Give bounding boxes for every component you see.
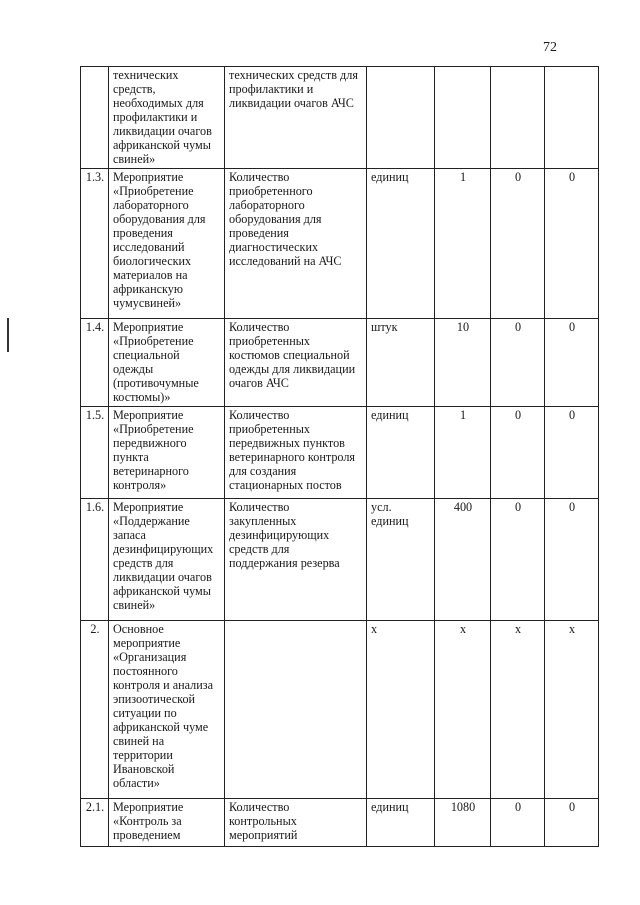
table-row xyxy=(81,799,599,847)
row-number: 1.6. xyxy=(81,499,109,621)
activity-cell: Основное мероприятие «Организация постоянного контроля и анализа эпизоотической ситуации по африканской чуме свиней на территории Ивановской области» xyxy=(109,621,225,799)
table-row xyxy=(81,169,599,319)
page-number: 72 xyxy=(543,40,557,55)
unit-cell: единиц xyxy=(367,799,435,847)
row-number: 1.3. xyxy=(81,169,109,319)
value-cell-2: 0 xyxy=(491,499,545,621)
value-cell-3: х xyxy=(545,621,599,799)
row-number: 1.5. xyxy=(81,407,109,499)
table-row xyxy=(81,621,599,799)
table-row xyxy=(81,67,599,169)
indicator-cell: Количество приобретенного лабораторного оборудования для проведения диагностических исследований на АЧС xyxy=(225,169,367,319)
value-cell-3 xyxy=(545,67,599,169)
value-cell-1: 1 xyxy=(435,169,491,319)
margin-mark xyxy=(7,318,9,352)
table-body xyxy=(81,67,599,847)
unit-cell: единиц xyxy=(367,407,435,499)
value-cell-2 xyxy=(491,67,545,169)
value-cell-1: 400 xyxy=(435,499,491,621)
activity-cell: технических средств, необходимых для профилактики и ликвидации очагов африканской чумы свиней» xyxy=(109,67,225,169)
unit-cell: единиц xyxy=(367,169,435,319)
value-cell-3: 0 xyxy=(545,799,599,847)
value-cell-1: 1080 xyxy=(435,799,491,847)
value-cell-3: 0 xyxy=(545,407,599,499)
indicator-cell xyxy=(225,621,367,799)
table-row xyxy=(81,407,599,499)
value-cell-1: х xyxy=(435,621,491,799)
row-number: 1.4. xyxy=(81,319,109,407)
unit-cell: усл. единиц xyxy=(367,499,435,621)
unit-cell xyxy=(367,67,435,169)
table-row xyxy=(81,499,599,621)
indicator-cell: Количество приобретенных костюмов специальной одежды для ликвидации очагов АЧС xyxy=(225,319,367,407)
value-cell-2: х xyxy=(491,621,545,799)
value-cell-2: 0 xyxy=(491,407,545,499)
unit-cell: х xyxy=(367,621,435,799)
value-cell-1: 10 xyxy=(435,319,491,407)
activity-cell: Мероприятие «Поддержание запаса дезинфицирующих средств для ликвидации очагов африканской чумы свиней» xyxy=(109,499,225,621)
indicator-cell: Количество контрольных мероприятий xyxy=(225,799,367,847)
value-cell-3: 0 xyxy=(545,499,599,621)
indicator-cell: технических средств для профилактики и ликвидации очагов АЧС xyxy=(225,67,367,169)
row-number: 2. xyxy=(81,621,109,799)
indicator-cell: Количество закупленных дезинфицирующих средств для поддержания резерва xyxy=(225,499,367,621)
row-number: 2.1. xyxy=(81,799,109,847)
activity-cell: Мероприятие «Приобретение передвижного пункта ветеринарного контроля» xyxy=(109,407,225,499)
value-cell-2: 0 xyxy=(491,169,545,319)
measures-table xyxy=(80,66,599,847)
value-cell-2: 0 xyxy=(491,319,545,407)
activity-cell: Мероприятие «Приобретение специальной одежды (противочумные костюмы)» xyxy=(109,319,225,407)
activity-cell: Мероприятие «Контроль за проведением xyxy=(109,799,225,847)
value-cell-3: 0 xyxy=(545,169,599,319)
unit-cell: штук xyxy=(367,319,435,407)
row-number xyxy=(81,67,109,169)
activity-cell: Мероприятие «Приобретение лабораторного оборудования для проведения исследований биологических материалов на африканскую чумусвиней» xyxy=(109,169,225,319)
value-cell-1: 1 xyxy=(435,407,491,499)
indicator-cell: Количество приобретенных передвижных пунктов ветеринарного контроля для создания стационарных постов xyxy=(225,407,367,499)
value-cell-2: 0 xyxy=(491,799,545,847)
value-cell-3: 0 xyxy=(545,319,599,407)
value-cell-1 xyxy=(435,67,491,169)
table-row xyxy=(81,319,599,407)
